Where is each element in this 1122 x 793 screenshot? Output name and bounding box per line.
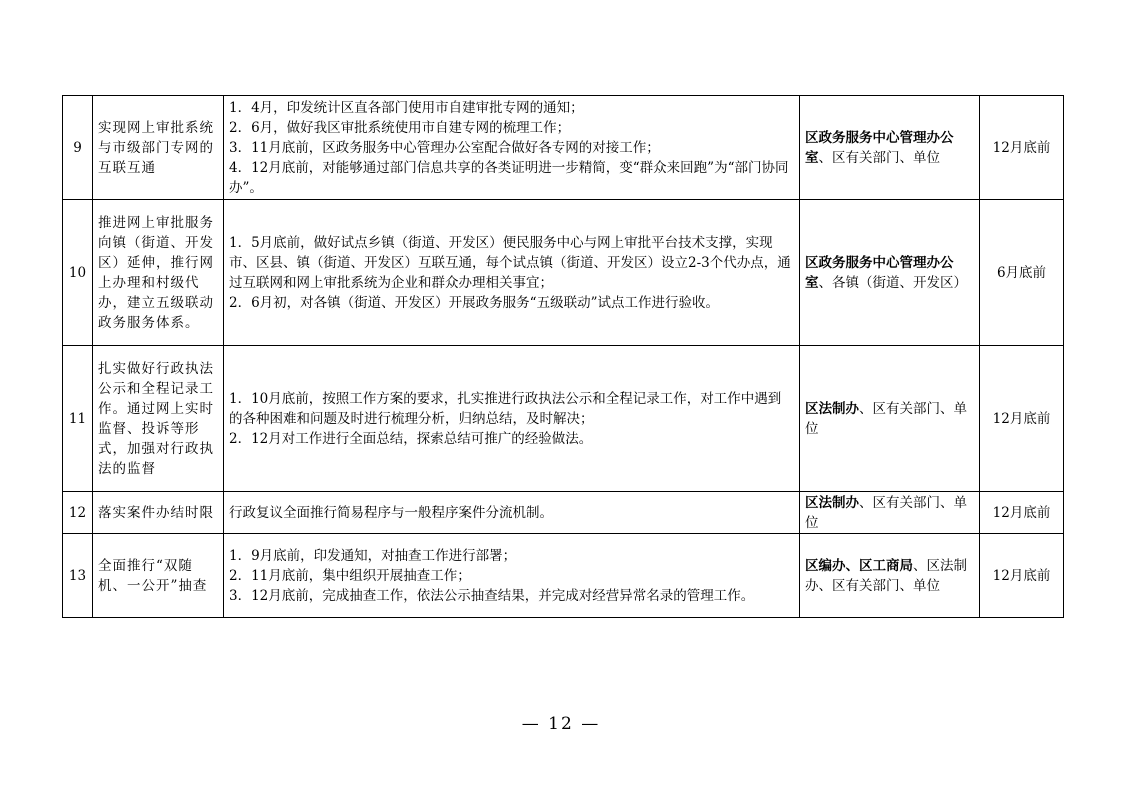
task-name: 推进网上审批服务向镇（街道、开发区）延伸，推行网上办理和村级代办，建立五级联动政务服务体系。: [93, 200, 224, 346]
task-content: [224, 492, 800, 534]
content-line: 1．10月底前，按照工作方案的要求，扎实推进行政执法公示和全程记录工作，对工作中遇到的各种困难和问题及时进行梳理分析，归纳总结，及时解决；: [229, 390, 782, 427]
content-line: 2．6月初，对各镇（街道、开发区）开展政务服务“五级联动”试点工作进行验收。: [229, 294, 719, 311]
lead-unit: 区法制办: [805, 494, 859, 511]
other-units: 、区法制办、区有关部门、单位: [805, 557, 967, 594]
task-name: 实现网上审批系统与市级部门专网的互联互通: [93, 96, 224, 200]
deadline: 12月底前: [980, 534, 1064, 618]
page-number: — 12 —: [521, 714, 601, 734]
content-line: 2．6月，做好我区审批系统使用市自建专网的梳理工作；: [229, 119, 571, 136]
row-number: 12: [63, 492, 93, 534]
lead-unit: 区编办、区工商局: [805, 557, 913, 574]
content-line: 3．12月底前，完成抽查工作，依法公示抽查结果，并完成对经营异常名录的管理工作。: [229, 587, 755, 604]
task-content: [224, 200, 800, 346]
lead-unit: 区法制办: [805, 400, 859, 417]
content-line: 2．12月对工作进行全面总结，探索总结可推广的经验做法。: [229, 430, 593, 447]
content-line: 3．11月底前，区政务服务中心管理办公室配合做好各专网的对接工作；: [229, 139, 660, 156]
task-name: 落实案件办结时限: [93, 492, 224, 534]
task-name: 扎实做好行政执法公示和全程记录工作。通过网上实时监督、投诉等形式，加强对行政执法的监督: [93, 346, 224, 492]
other-units: 、区有关部门、单位: [818, 149, 940, 166]
table-row: [63, 534, 1064, 618]
responsible-unit: [800, 96, 980, 200]
row-number: 10: [63, 200, 93, 346]
responsible-unit: [800, 346, 980, 492]
other-units: 、区有关部门、单位: [805, 494, 967, 531]
row-number: 9: [63, 96, 93, 200]
responsible-unit: [800, 492, 980, 534]
lead-unit: 区政务服务中心管理办公室: [805, 254, 954, 291]
content-line: 4．12月底前，对能够通过部门信息共享的各类证明进一步精简，变“群众来回跑”为“部门协同办”。: [229, 159, 789, 196]
content-line: 1．4月，印发统计区直各部门使用市自建审批专网的通知；: [229, 99, 584, 116]
responsible-unit: [800, 534, 980, 618]
content-line: 1．9月底前，印发通知，对抽查工作进行部署；: [229, 547, 517, 564]
deadline: 12月底前: [980, 492, 1064, 534]
row-number: 11: [63, 346, 93, 492]
lead-unit: 区政务服务中心管理办公室: [805, 129, 954, 166]
deadline: 12月底前: [980, 346, 1064, 492]
table-row: [63, 492, 1064, 534]
table-row: [63, 200, 1064, 346]
row-number: 13: [63, 534, 93, 618]
content-line: 1．5月底前，做好试点乡镇（街道、开发区）便民服务中心与网上审批平台技术支撑，实现市、区县、镇（街道、开发区）互联互通，每个试点镇（街道、开发区）设立2-3个代办点，通过互联网和网上审批系统为企业和群众办理相关事宜；: [229, 234, 791, 291]
deadline: 6月底前: [980, 200, 1064, 346]
table-row: [63, 96, 1064, 200]
task-name: 全面推行“双随机、一公开”抽查: [93, 534, 224, 618]
task-content: [224, 534, 800, 618]
other-units: 、区有关部门、单位: [805, 400, 967, 437]
task-table: [62, 95, 1064, 618]
table-row: [63, 346, 1064, 492]
task-content: [224, 96, 800, 200]
other-units: 、各镇（街道、开发区）: [818, 274, 967, 291]
deadline: 12月底前: [980, 96, 1064, 200]
responsible-unit: [800, 200, 980, 346]
content-line: 行政复议全面推行简易程序与一般程序案件分流机制。: [229, 504, 553, 521]
content-line: 2．11月底前，集中组织开展抽查工作；: [229, 567, 471, 584]
task-content: [224, 346, 800, 492]
